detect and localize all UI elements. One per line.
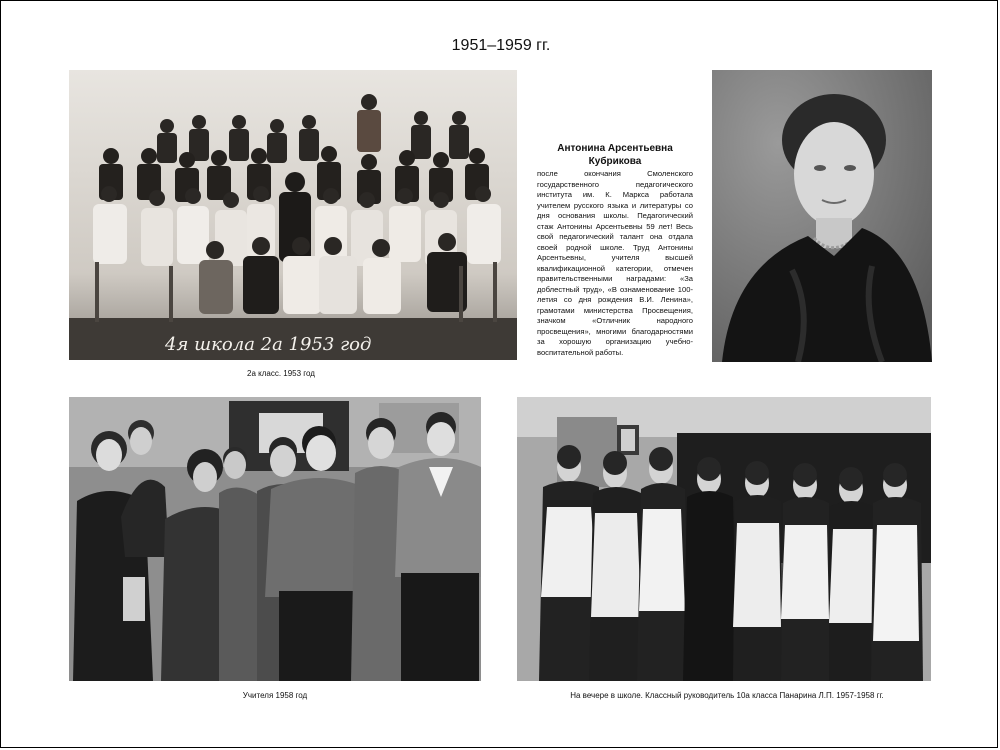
evening-photo-caption: На вечере в школе. Классный руководитель 10а класса Панарина Л.П. 1957-1958 гг. [570, 691, 884, 700]
class-photo [69, 70, 517, 360]
handwritten-inscription: 4я школа 2а 1953 год [165, 334, 372, 355]
portrait-photo [712, 70, 932, 362]
bio-name [537, 143, 693, 168]
teachers-image [69, 397, 481, 681]
class-photo-image [69, 70, 517, 360]
bio-text: после окончания Смоленского государственного педагогического института им. К. Маркса работала учителем русского языка и литературы со дня основания школы. Педагогический стаж Антонины Арсентьевны 59 лет! Весь свой педагогический талант она отдала своей родной школе. Труд Антонины Арсентьевны, учителя высшей квалификационной категории, отмечен правительственными наградами: «За доблестный труд», «В ознаменование 100-летия со дня рождения В.И. Ленина», грамотами министерства Просвещения, значком «Отличник народного просвещения», многими благодарностями за хорошую организацию учебно-воспитательной работы. [537, 169, 693, 357]
evening-photo [517, 397, 931, 681]
bio-name-line1: Антонина Арсентьевна [557, 143, 673, 154]
portrait-image [712, 70, 932, 362]
teachers-photo [69, 397, 481, 681]
teachers-photo-caption: Учителя 1958 год [242, 691, 308, 700]
class-photo-caption: 2а класс. 1953 год [247, 369, 315, 378]
bio-block [537, 143, 693, 358]
page-title: 1951–1959 гг. [451, 37, 551, 54]
evening-image [517, 397, 931, 681]
bio-name-line2: Кубрикова [588, 155, 642, 167]
